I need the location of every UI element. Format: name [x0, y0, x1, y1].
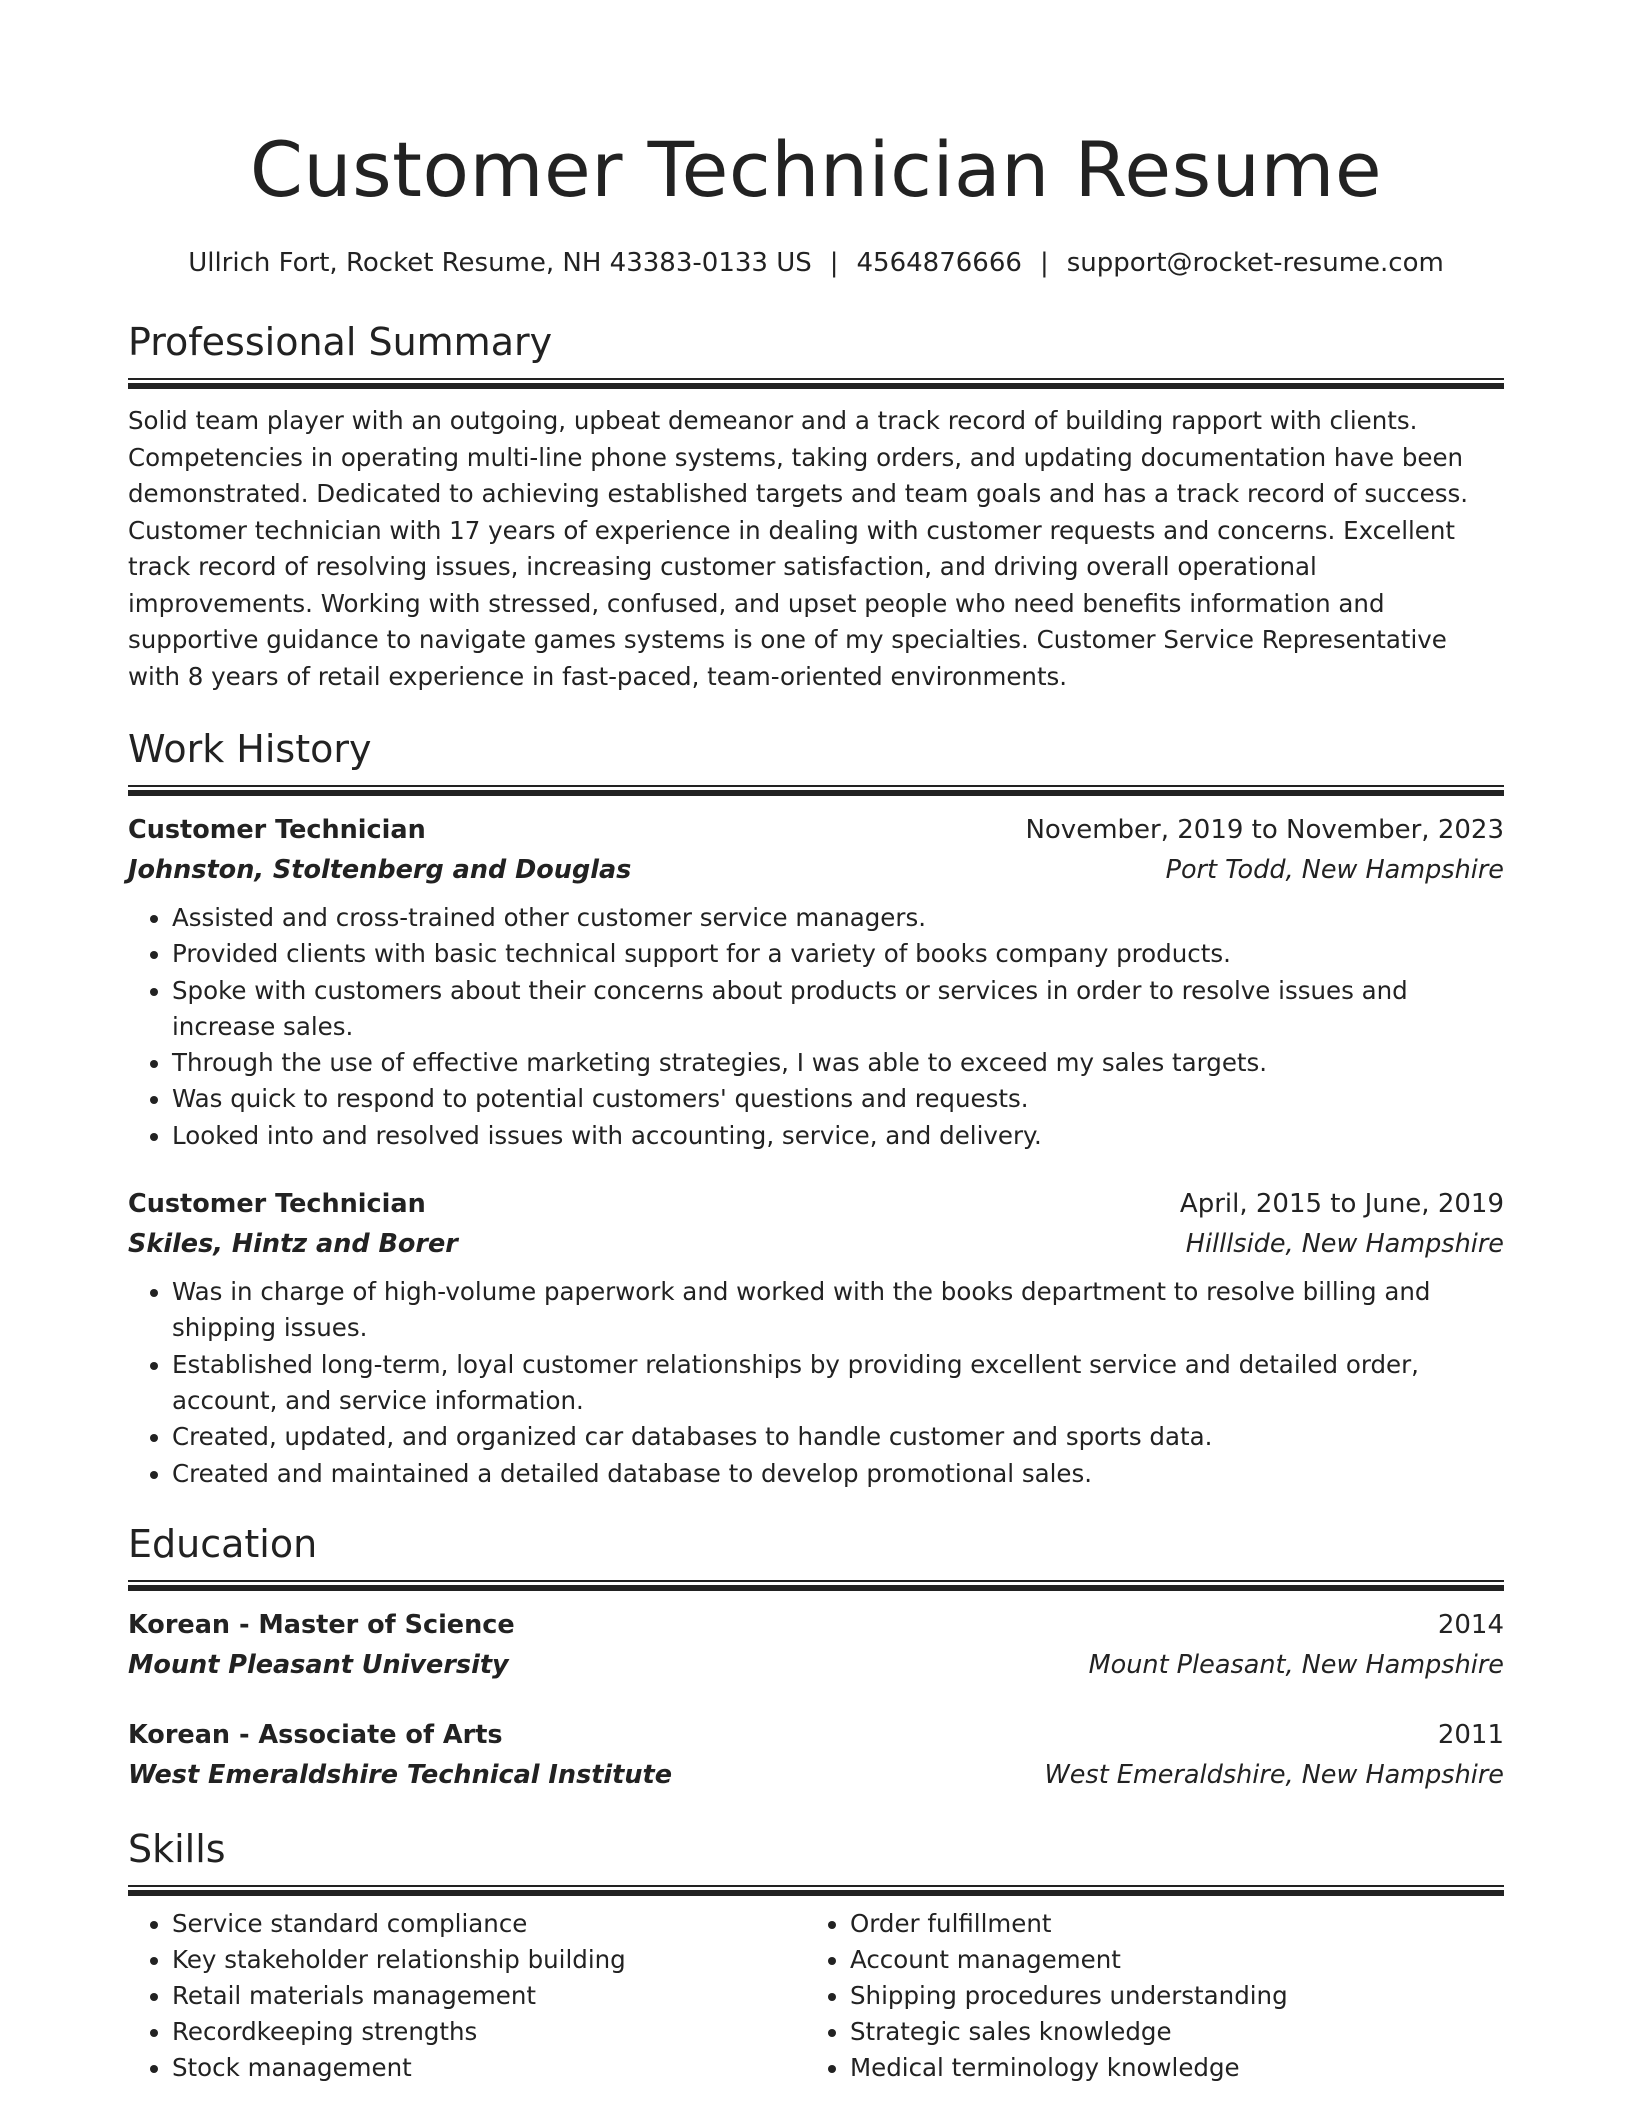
- list-item: • Spoke with customers about their concerns about products or services in order to resolve issues and increase sales.: [172, 973, 1504, 1046]
- list-item: • Created and maintained a detailed database to develop promotional sales.: [172, 1456, 1504, 1492]
- skills-column-right: [806, 1906, 1484, 2086]
- list-item: • Assisted and cross-trained other customer service managers.: [172, 900, 1504, 936]
- school-name: West Emeraldshire Technical Institute: [128, 1759, 673, 1790]
- school-location: Mount Pleasant, New Hampshire: [1088, 1649, 1504, 1680]
- contact-separator: |: [829, 248, 839, 278]
- contact-address: Ullrich Fort, Rocket Resume, NH 43383-0133 US: [188, 248, 812, 278]
- school-location: West Emeraldshire, New Hampshire: [1044, 1759, 1504, 1790]
- section-divider: [128, 785, 1504, 796]
- section-heading-skills: Skills: [128, 1826, 226, 1871]
- degree-title: Korean - Associate of Arts: [128, 1719, 503, 1750]
- job-title: Customer Technician: [128, 1189, 426, 1220]
- contact-line: [128, 248, 1504, 278]
- skill-item: • Account management: [850, 1942, 1484, 1978]
- job-entry: [128, 1184, 1504, 1492]
- job-dates: November, 2019 to November, 2023: [1025, 815, 1504, 845]
- list-item: • Established long-term, loyal customer relationships by providing excellent service and detailed order, account, and service information.: [172, 1347, 1504, 1420]
- list-item: • Was quick to respond to potential customers' questions and requests.: [172, 1081, 1504, 1117]
- job-bullets: [128, 1274, 1504, 1492]
- graduation-year: 2014: [1437, 1609, 1504, 1640]
- section-divider: [128, 1580, 1504, 1591]
- skill-item: • Recordkeeping strengths: [172, 2014, 806, 2050]
- list-item: • Provided clients with basic technical support for a variety of books company products.: [172, 936, 1504, 972]
- degree-title: Korean - Master of Science: [128, 1609, 515, 1640]
- education-entry: [128, 1605, 1504, 1685]
- skill-item: • Retail materials management: [172, 1978, 806, 2014]
- list-item: • Created, updated, and organized car databases to handle customer and sports data.: [172, 1419, 1504, 1455]
- contact-separator: |: [1039, 248, 1049, 278]
- skills-column-left: [128, 1906, 806, 2086]
- summary-section: [128, 318, 1504, 695]
- skill-item: • Shipping procedures understanding: [850, 1978, 1484, 2014]
- contact-phone: 4564876666: [856, 248, 1022, 278]
- job-company: Johnston, Stoltenberg and Douglas: [128, 855, 632, 885]
- section-divider: [128, 378, 1504, 389]
- skill-item: • Order fulfillment: [850, 1906, 1484, 1942]
- school-name: Mount Pleasant University: [128, 1649, 509, 1680]
- job-entry: [128, 810, 1504, 1154]
- job-location: Port Todd, New Hampshire: [1165, 855, 1504, 885]
- skill-item: • Strategic sales knowledge: [850, 2014, 1484, 2050]
- skill-item: • Medical terminology knowledge: [850, 2050, 1484, 2086]
- job-bullets: [128, 900, 1504, 1154]
- skills-grid: [128, 1906, 1504, 2086]
- skill-item: • Stock management: [172, 2050, 806, 2086]
- skills-section: [128, 1825, 1504, 2086]
- section-heading-work-history: Work History: [128, 727, 372, 771]
- resume-title: Customer Technician Resume: [249, 125, 1383, 214]
- list-item: • Through the use of effective marketing strategies, I was able to exceed my sales targets.: [172, 1045, 1504, 1081]
- summary-text: Solid team player with an outgoing, upbeat demeanor and a track record of building rapport with clients. Competencies in operating multi-line phone systems, taking orders, and updating documentation have been demonstrated. Dedicated to achieving established targets and team goals and has a track record of success. Customer technician with 17 years of experience in dealing with customer requests and concerns. Excellent track record of resolving issues, increasing customer satisfaction, and driving overall operational improvements. Working with stressed, confused, and upset people who need benefits information and supportive guidance to navigate games systems is one of my specialties. Customer Service Representative with 8 years of retail experience in fast-paced, team-oriented environments.: [128, 406, 1469, 691]
- graduation-year: 2011: [1437, 1719, 1504, 1750]
- section-heading-education: Education: [128, 1521, 318, 1566]
- contact-email: support@rocket-resume.com: [1066, 248, 1444, 278]
- work-history-section: [128, 725, 1504, 1492]
- education-entry: [128, 1715, 1504, 1795]
- job-title: Customer Technician: [128, 815, 426, 845]
- section-heading-summary: Professional Summary: [128, 320, 553, 364]
- skill-item: • Key stakeholder relationship building: [172, 1942, 806, 1978]
- job-dates: April, 2015 to June, 2019: [1179, 1189, 1504, 1220]
- skill-item: • Service standard compliance: [172, 1906, 806, 1942]
- job-location: Hilllside, New Hampshire: [1185, 1229, 1504, 1260]
- education-section: [128, 1520, 1504, 1795]
- list-item: • Was in charge of high-volume paperwork and worked with the books department to resolve billing and shipping issues.: [172, 1274, 1504, 1347]
- job-company: Skiles, Hintz and Borer: [128, 1229, 458, 1260]
- list-item: • Looked into and resolved issues with accounting, service, and delivery.: [172, 1118, 1504, 1154]
- section-divider: [128, 1885, 1504, 1896]
